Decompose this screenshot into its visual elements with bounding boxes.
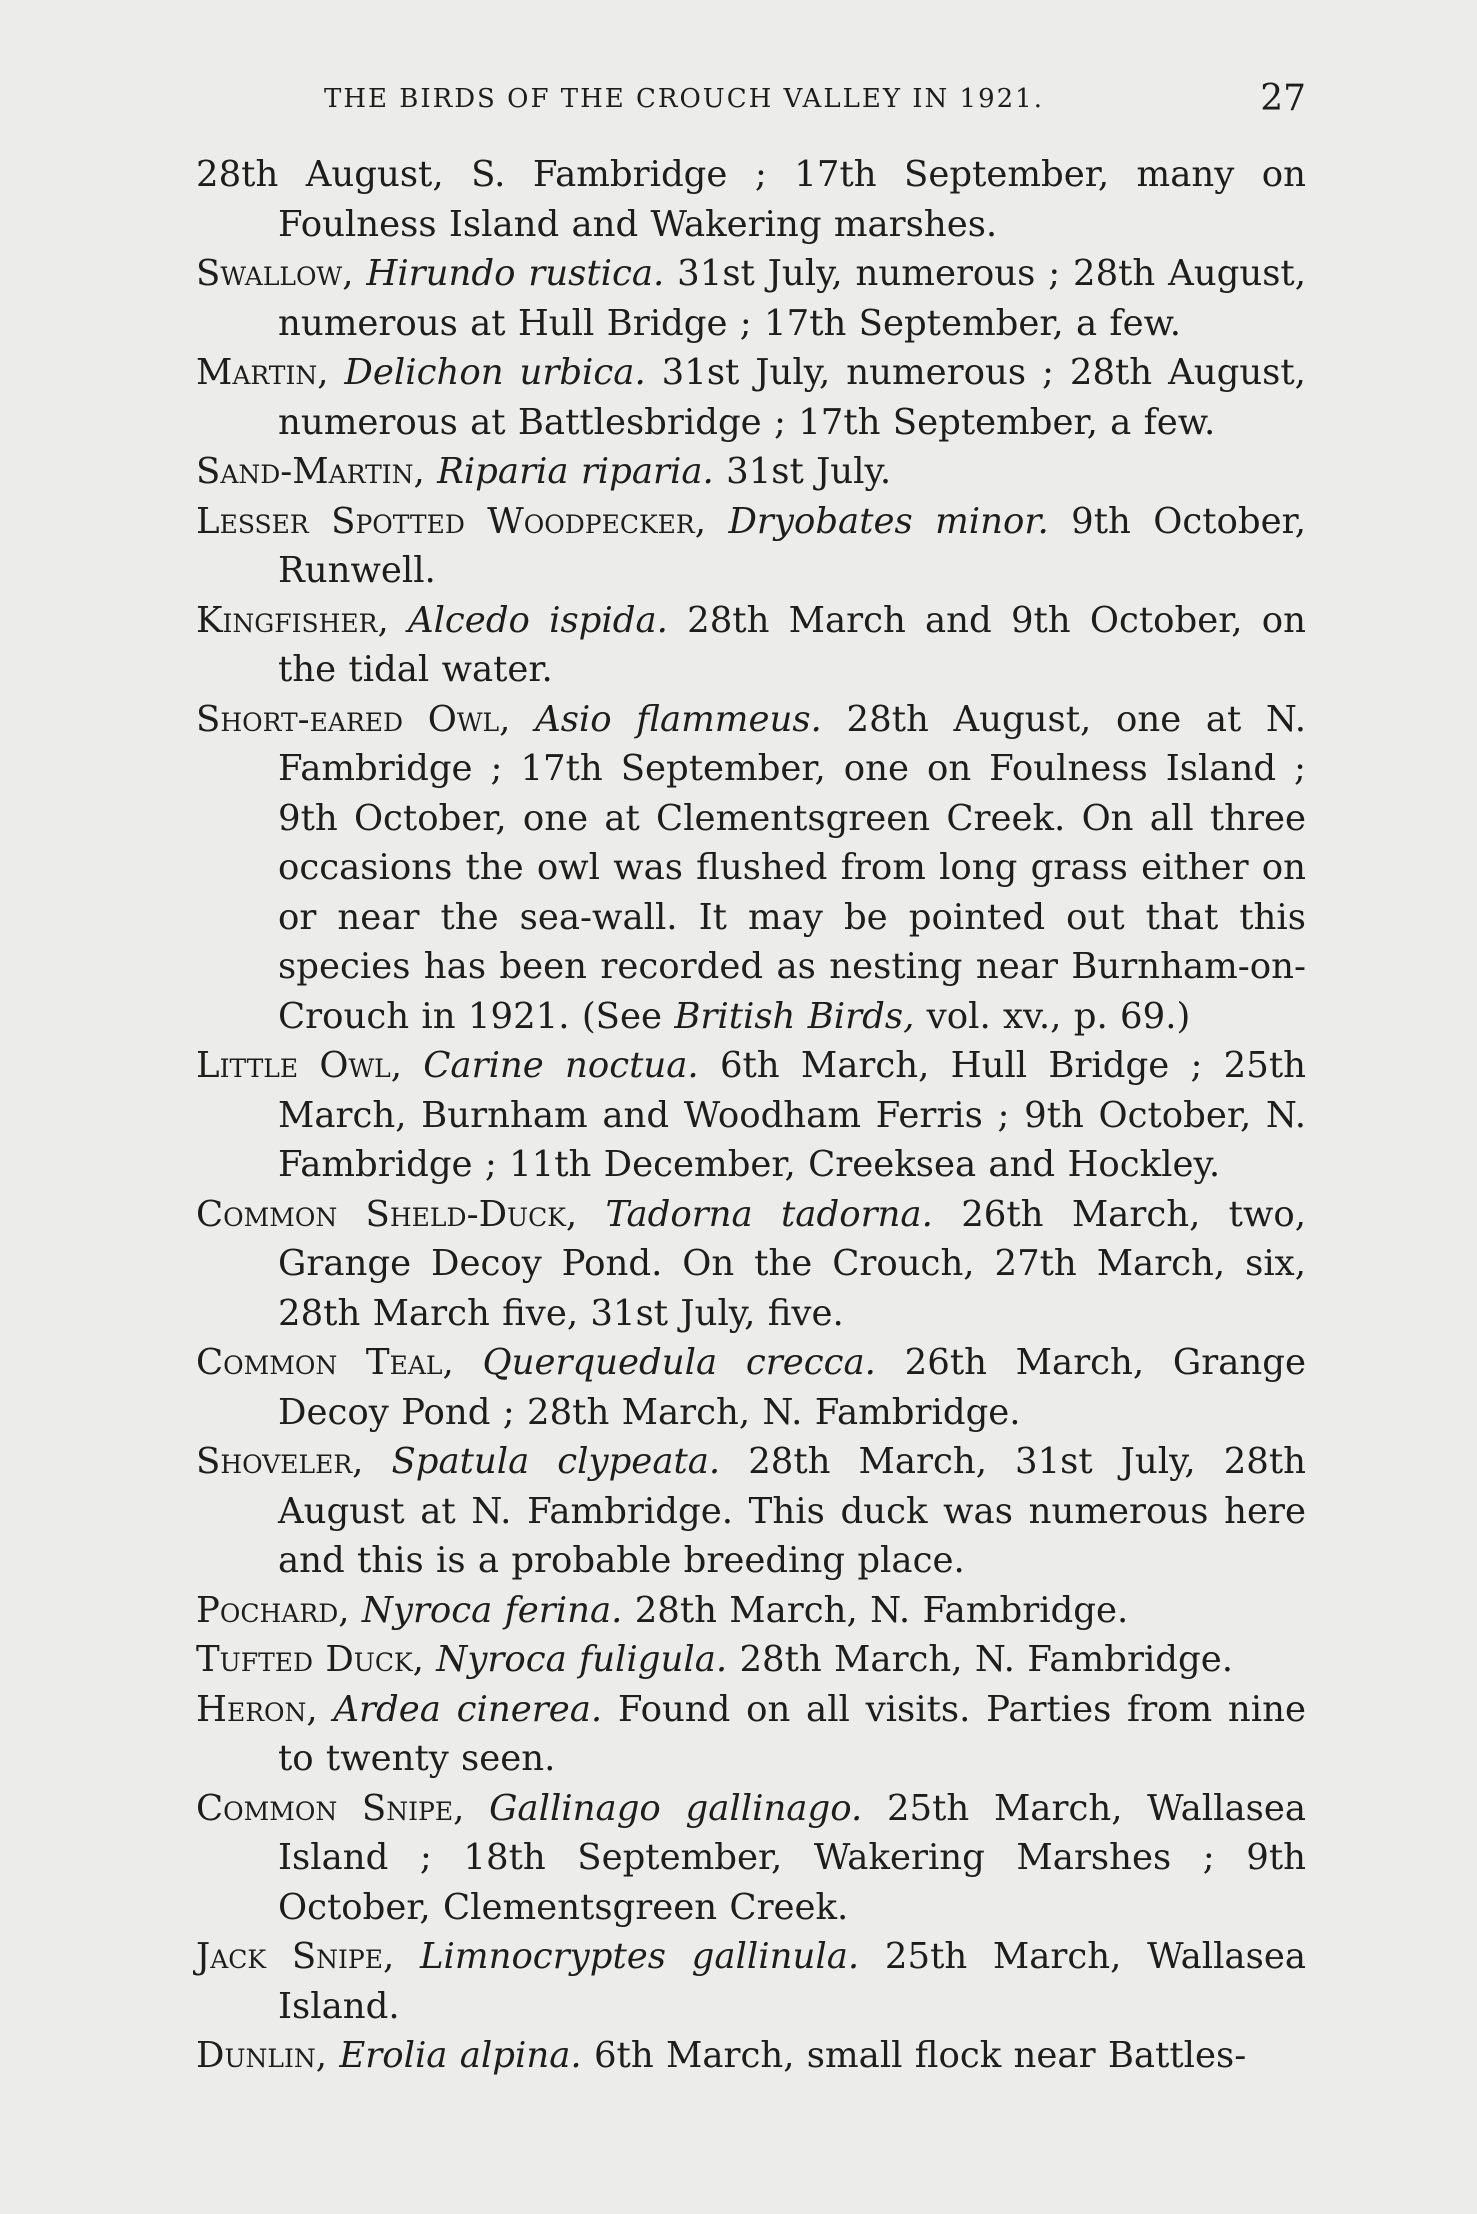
entry-text: 31st July, numerous ; 28th August, numerous at Hull Bridge ; 17th September, a few.	[278, 253, 1306, 344]
entry-text: 26th March, two, Grange Decoy Pond. On the Crouch, 27th March, six, 28th March five, 31st July, five.	[278, 1193, 1306, 1334]
scientific-name: Querquedula crecca.	[482, 1342, 876, 1383]
common-name: Kingfisher,	[196, 599, 389, 641]
record-entry-little-owl	[196, 1041, 1306, 1190]
entry-text: Found on all visits. Parties from nine to twenty seen.	[278, 1688, 1306, 1779]
scientific-name: Nyroca ferina.	[361, 1589, 623, 1631]
record-entry-common-snipe	[196, 1784, 1306, 1933]
entry-text: 28th August, one at N. Fambridge ; 17th September, one on Foulness Island ; 9th October, one at Clementsgreen Creek. On all three occasions the owl was flushed from long grass either on or near the sea-wall. It may be pointed out that this species has been recorded as nesting near Burnham-on-Crouch in 1921. (See	[278, 698, 1306, 1037]
entry-text: 6th March, small flock near Battles-	[593, 2035, 1247, 2076]
record-entry-lesser-spotted-woodpecker	[196, 497, 1306, 596]
entry-text: 28th August, S. Fambridge ; 17th September, many on Foulness Island and Wakering marshes.	[196, 154, 1306, 245]
common-name: Common Sheld-Duck,	[196, 1193, 578, 1235]
record-entry-continued	[196, 150, 1306, 249]
scientific-name: Erolia alpina.	[339, 2035, 582, 2076]
entry-text: 25th March, Wallasea Island ; 18th September, Wakering Marshes ; 9th October, Clementsgreen Creek.	[278, 1787, 1307, 1928]
scientific-name: Carine noctua.	[423, 1045, 699, 1086]
record-entry-heron	[196, 1685, 1306, 1784]
entry-text: 31st July.	[726, 451, 892, 492]
entry-text: 31st July, numerous ; 28th August, numerous at Battlesbridge ; 17th September, a few.	[278, 352, 1306, 443]
entry-text: 28th March and 9th October, on the tidal water.	[278, 599, 1306, 690]
record-entry-tufted-duck	[196, 1635, 1306, 1685]
common-name: Short-eared Owl,	[196, 698, 511, 740]
scientific-name: Hirundo rustica.	[366, 253, 665, 294]
entry-text: 28th March, N. Fambridge.	[634, 1589, 1129, 1631]
entry-text: 9th October, Runwell.	[278, 500, 1306, 591]
record-entry-shoveler	[196, 1437, 1306, 1586]
scientific-name: Delichon urbica.	[344, 352, 646, 393]
scientific-name: Riparia riparia.	[437, 451, 714, 492]
record-entry-short-eared-owl	[196, 695, 1306, 1042]
entry-text: 28th March, N. Fambridge.	[739, 1639, 1234, 1680]
scientific-name: Alcedo ispida.	[407, 599, 668, 641]
record-entry-dunlin	[196, 2031, 1306, 2081]
entry-text: 25th March, Wallasea Island.	[278, 1936, 1306, 2027]
common-name: Common Snipe,	[196, 1787, 465, 1829]
record-entry-common-sheld-duck	[196, 1190, 1306, 1339]
common-name: Swallow,	[196, 253, 354, 294]
common-name: Martin,	[196, 352, 329, 393]
record-entry-martin	[196, 348, 1306, 447]
scientific-name: Spatula clypeata.	[391, 1441, 721, 1482]
entry-text: 26th March, Grange Decoy Pond ; 28th March, N. Fambridge.	[278, 1342, 1306, 1433]
entry-text: 6th March, Hull Bridge ; 25th March, Burnham and Woodham Ferris ; 9th October, N. Fambridge ; 11th December, Creeksea and Hockley.	[278, 1045, 1306, 1185]
entry-text-end: vol. xv., p. 69.)	[926, 995, 1191, 1037]
record-entry-jack-snipe	[196, 1932, 1306, 2031]
scientific-name: Asio flammeus.	[535, 698, 822, 740]
cited-journal: British Birds,	[674, 995, 915, 1037]
page-number: 27	[1260, 78, 1306, 119]
common-name: Jack Snipe,	[196, 1936, 395, 1977]
entry-text: 28th March, 31st July, 28th August at N. Fambridge. This duck was numerous here and this is a probable breeding place.	[278, 1441, 1306, 1581]
scientific-name: Limnocryptes gallinula.	[419, 1936, 860, 1977]
scientific-name: Nyroca fuligula.	[436, 1639, 728, 1680]
common-name: Shoveler,	[196, 1441, 364, 1482]
running-title: THE BIRDS OF THE CROUCH VALLEY IN 1921.	[324, 84, 1044, 114]
record-entry-sand-martin	[196, 447, 1306, 497]
bird-record-list	[196, 150, 1306, 2081]
record-entry-pochard	[196, 1586, 1306, 1636]
common-name: Little Owl,	[196, 1045, 403, 1086]
record-entry-swallow	[196, 249, 1306, 348]
common-name: Sand-Martin,	[196, 451, 425, 492]
common-name: Common Teal,	[196, 1342, 454, 1383]
record-entry-common-teal	[196, 1338, 1306, 1437]
scientific-name: Gallinago gallinago.	[489, 1787, 863, 1829]
common-name: Heron,	[196, 1688, 318, 1730]
common-name: Tufted Duck,	[196, 1639, 424, 1680]
common-name: Dunlin,	[196, 2035, 328, 2076]
scientific-name: Dryobates minor.	[728, 500, 1049, 542]
scientific-name: Ardea cinerea.	[333, 1688, 603, 1730]
scientific-name: Tadorna tadorna.	[605, 1193, 933, 1235]
page-header	[196, 80, 1306, 124]
common-name: Lesser Spotted Woodpecker,	[196, 500, 707, 542]
common-name: Pochard,	[196, 1589, 350, 1631]
record-entry-kingfisher	[196, 596, 1306, 695]
